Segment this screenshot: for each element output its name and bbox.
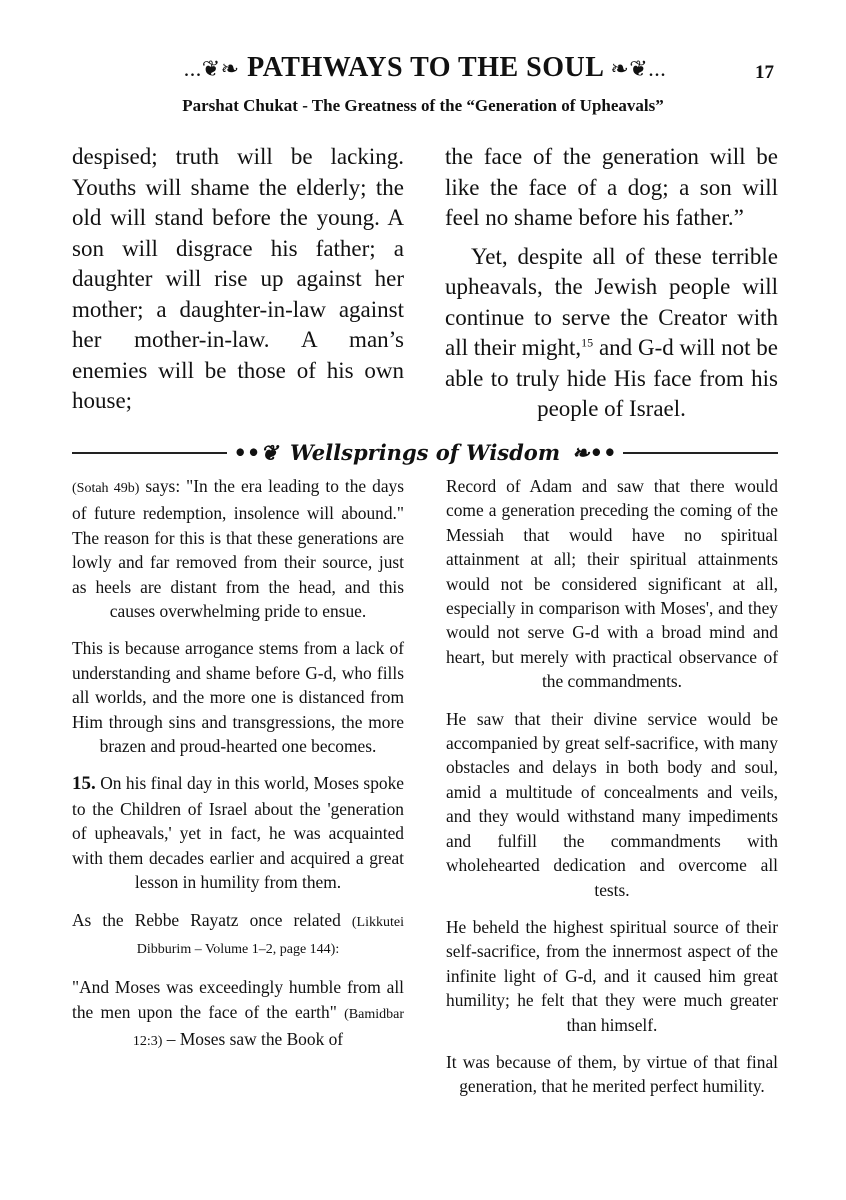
- main-right-paragraph-1: the face of the generation will be like the face of a dog; a son will feel no shame before his father.”: [445, 144, 778, 230]
- note-text: says: "In the era leading to the days of future redemption, insolence will abound." The reason for this is that these generations are lowly and far removed from their source, just as heels are distant from the head, and this causes overwhelming pride to ensue.: [72, 476, 405, 622]
- note-paragraph: [72, 908, 404, 963]
- note-text: "And Moses was exceedingly humble from all the men upon the face of the earth": [72, 977, 404, 1022]
- main-left-paragraph: despised; truth will be lacking. Youths will shame the elderly; the old will stand before the young. A son will disgrace his father; a daughter will rise up against her mother; a daughter-in-law against her mother-in-law. A man’s enemies will be those of his own house;: [72, 144, 404, 413]
- note-paragraph: It was because of them, by virtue of that final generation, that he merited perfect humility.: [446, 1051, 778, 1097]
- book-title: PATHWAYS TO THE SOUL: [247, 52, 603, 83]
- citation: (Sotah 49b): [72, 481, 140, 496]
- running-title: [130, 52, 720, 84]
- citation: (Likkutei Dibburim – Volume 1–2, page 144):: [136, 914, 404, 957]
- notes-section: [72, 474, 778, 1124]
- paragraph-text: and G-d will not be able to truly hide His face from his people of Israel.: [445, 335, 778, 421]
- note-paragraph: He saw that their divine service would be accompanied by great self-sacrifice, with many obstacles and delays in both body and soul, amid a multitude of concealments and veils, and they would withstand many impediments and fulfill the commandments with wholehearted dedication and overcome all tests.: [446, 708, 778, 900]
- citation: (Bamidbar 12:3): [132, 1006, 404, 1050]
- footnote-15: [72, 771, 404, 894]
- paragraph-text: Yet, despite all of these terrible upheavals, the Jewish people will continue to serve the Creator with all their might,: [445, 243, 778, 360]
- main-right-column: [445, 142, 778, 433]
- chapter-subtitle: Parshat Chukat - The Greatness of the “Generation of Upheavals”: [182, 96, 664, 115]
- notes-right-column: [446, 474, 778, 1112]
- section-divider: [72, 440, 778, 464]
- footnote-number: 15.: [72, 773, 96, 795]
- note-paragraph: [72, 975, 404, 1054]
- main-left-column: [72, 142, 404, 425]
- note-paragraph: Record of Adam and saw that there would come a generation preceding the coming of the Messiah that would have no spiritual attainment at all; their spiritual attainments would not be considered significant at all, especially in comparison with Moses', and they would not serve G-d with a broad mind and heart, but merely with practical observance of the commandments.: [446, 476, 778, 692]
- divider-ornament-right-icon: ❧••: [566, 440, 622, 465]
- main-right-paragraph-2: [445, 242, 778, 425]
- section-title: Wellsprings of Wisdom: [284, 440, 566, 465]
- note-paragraph: He beheld the highest spiritual source of their self-sacrifice, from the innermost aspect of the infinite light of G-d, and it caused him great humility; he felt that they were much greater than himself.: [446, 916, 778, 1035]
- page-number: 17: [755, 62, 774, 83]
- divider-label: [72, 440, 778, 466]
- left-flourish-icon: ...❦❧: [183, 56, 240, 81]
- divider-ornament-left-icon: ••❦: [227, 440, 283, 465]
- right-flourish-icon: ❧❦...: [610, 56, 667, 81]
- note-text: On his final day in this world, Moses spoke to the Children of Israel about the 'generation of upheavals,' yet in fact, he was acquainted with them decades earlier and acquired a great lesson in humility from them.: [72, 773, 404, 893]
- main-text: [72, 142, 778, 424]
- note-paragraph: [72, 474, 404, 623]
- note-text: – Moses saw the Book of: [162, 1029, 344, 1050]
- page-header: [0, 52, 846, 92]
- note-paragraph: This is because arrogance stems from a lack of understanding and shame before G-d, who fills all worlds, and the more one is distanced from Him through sins and transgressions, the more brazen and proud-hearted one becomes.: [72, 638, 404, 757]
- footnote-marker: 15: [581, 335, 594, 350]
- notes-left-column: [72, 474, 404, 1068]
- note-text: As the Rebbe Rayatz once related: [72, 909, 341, 930]
